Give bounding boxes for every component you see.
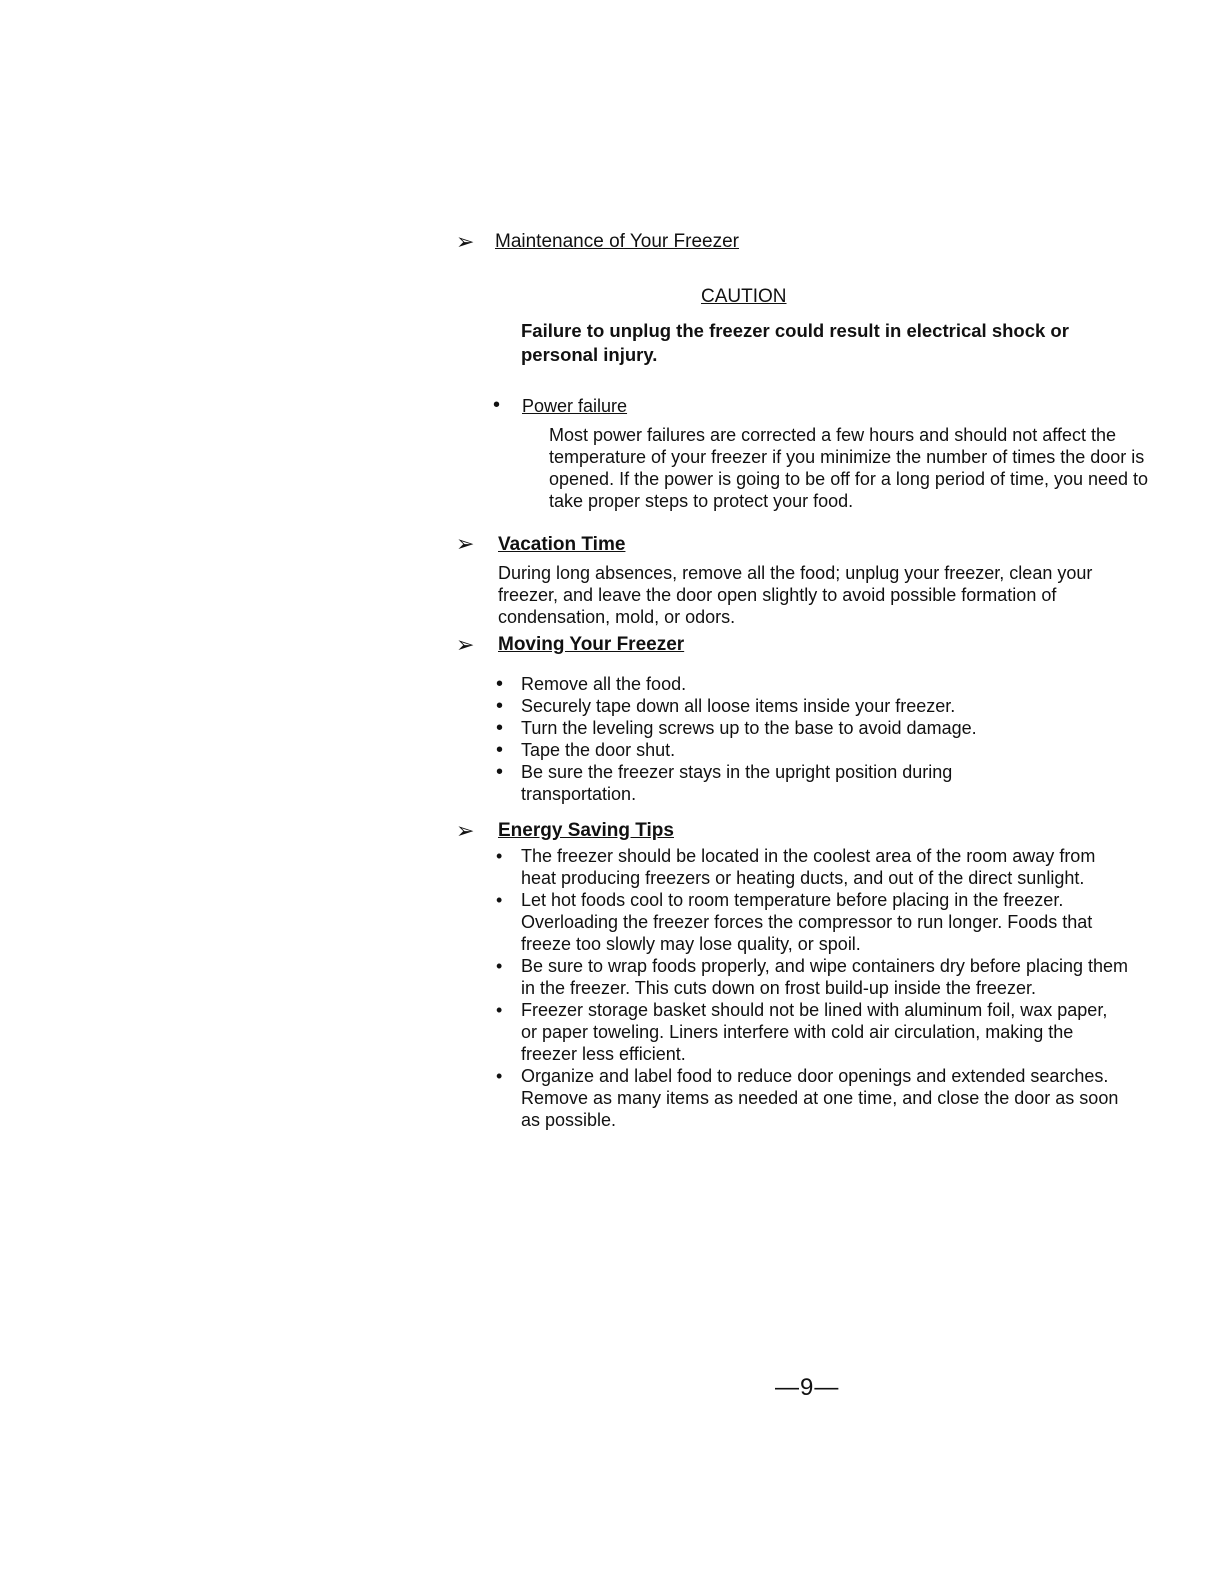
arrow-bullet-icon: ➢ — [456, 229, 475, 254]
power-failure-text: Most power failures are corrected a few hours and should not affect the temperature of your freezer if you minimize the number of times the door is opened. If the power is going to be off for a long period of time, you need to take proper steps to protect your food. — [549, 425, 1149, 511]
bullet-icon: • — [493, 394, 501, 416]
list-item: • Be sure the freezer stays in the upright position during transportation. — [494, 761, 991, 805]
list-item: • Remove all the food. — [494, 673, 1054, 695]
list-item: • Tape the door shut. — [494, 739, 1054, 761]
list-item: • The freezer should be located in the coolest area of the room away from heat producing freezers or heating ducts, and out of the direct sunlight. — [494, 845, 1111, 889]
energy-heading: Energy Saving Tips — [498, 820, 674, 841]
list-item: • Freezer storage basket should not be lined with aluminum foil, wax paper, or paper toweling. Liners interfere with cold air circulation, making the freezer less efficient. — [494, 999, 1121, 1065]
moving-list — [494, 673, 1054, 805]
power-failure-title: Power failure — [522, 396, 628, 416]
vacation-heading: Vacation Time — [498, 534, 626, 555]
list-item: • Let hot foods cool to room temperature before placing in the freezer. Overloading the freezer forces the compressor to run longer. Foods that freeze too slowly may lose quality, or spoil. — [494, 889, 1144, 955]
vacation-text: During long absences, remove all the food; unplug your freezer, clean your freezer, and leave the door open slightly to avoid possible formation of condensation, mold, or odors. — [498, 563, 1093, 627]
maintenance-heading: Maintenance of Your Freezer — [495, 231, 739, 252]
arrow-bullet-icon: ➢ — [456, 531, 475, 556]
list-item: • Be sure to wrap foods properly, and wipe containers dry before placing them in the freezer. This cuts down on frost build-up inside the freezer. — [494, 955, 1144, 999]
page-number: —9— — [775, 1374, 840, 1401]
caution-text: Failure to unplug the freezer could result in electrical shock or personal injury. — [521, 320, 1069, 365]
energy-list — [494, 845, 1144, 1131]
caution-title: CAUTION — [701, 286, 787, 307]
list-item: • Organize and label food to reduce door openings and extended searches. Remove as many items as needed at one time, and close the door as soon as possible. — [494, 1065, 1121, 1131]
list-item: • Turn the leveling screws up to the base to avoid damage. — [494, 717, 1054, 739]
moving-heading: Moving Your Freezer — [498, 634, 685, 655]
arrow-bullet-icon: ➢ — [456, 632, 475, 657]
list-item: • Securely tape down all loose items inside your freezer. — [494, 695, 1054, 717]
arrow-bullet-icon: ➢ — [456, 818, 475, 843]
